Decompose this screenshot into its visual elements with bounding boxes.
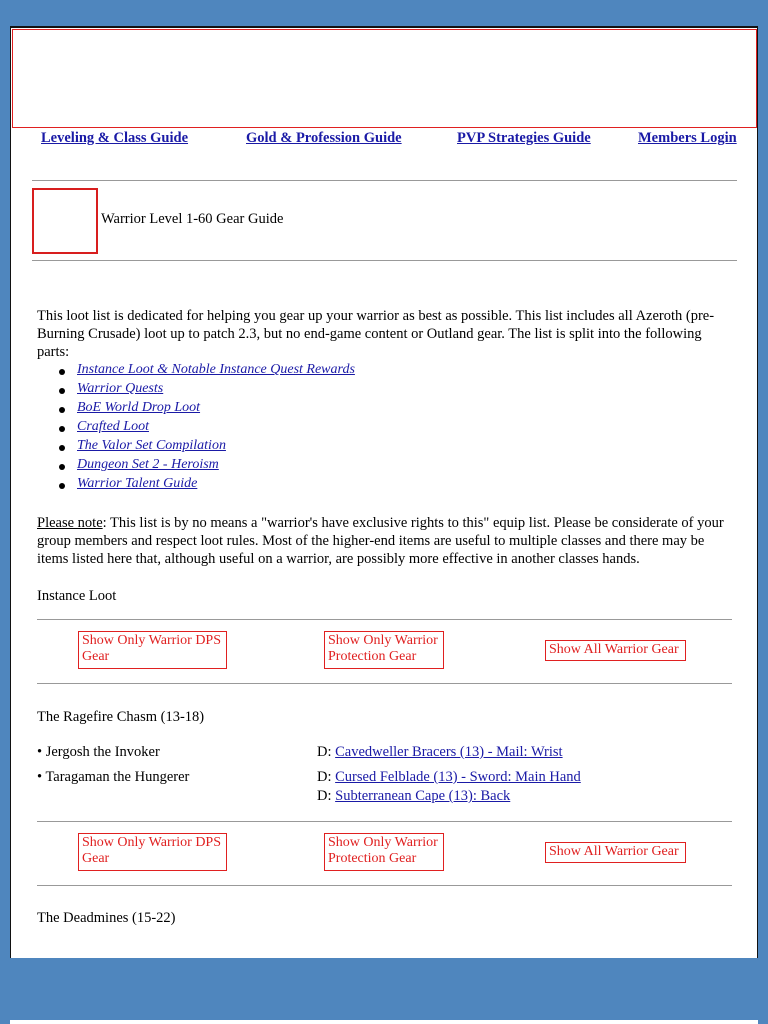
nav-gold-profession-guide[interactable]: Gold & Profession Guide	[246, 130, 402, 146]
ragefire-chasm-heading: The Ragefire Chasm (13-18)	[37, 709, 205, 725]
page-content	[10, 26, 758, 958]
please-note-label: Please note	[37, 515, 103, 531]
boss-name: • Taragaman the Hungerer	[37, 769, 190, 785]
filter-dps-button[interactable]: Show Only Warrior DPS Gear	[78, 631, 227, 669]
toc-item	[57, 362, 355, 381]
bullet-icon	[59, 464, 65, 470]
bullet-icon	[59, 388, 65, 394]
nav-leveling-class-guide[interactable]: Leveling & Class Guide	[41, 130, 189, 146]
toc-link-instance-loot[interactable]: Instance Loot & Notable Instance Quest Rewards	[77, 362, 355, 377]
bullet-icon	[59, 445, 65, 451]
bullet-icon	[59, 483, 65, 489]
item-link[interactable]: Cursed Felblade (13) - Sword: Main Hand	[335, 769, 581, 785]
intro-paragraph: This loot list is dedicated for helping you gear up your warrior as best as possible. This list includes all Azeroth (pre-Burning Crusade) loot up to patch 2.3, but no end-game content or Outland gear. The list is split into the following parts:	[37, 308, 715, 360]
page-title: Warrior Level 1-60 Gear Guide	[101, 211, 284, 227]
filter-all-button[interactable]: Show All Warrior Gear	[545, 640, 686, 661]
divider	[32, 180, 737, 181]
bullet-icon	[59, 407, 65, 413]
toc-link-crafted-loot[interactable]: Crafted Loot	[77, 419, 149, 434]
toc-link-valor-set[interactable]: The Valor Set Compilation	[77, 438, 226, 453]
loot-drop	[317, 788, 510, 805]
divider	[37, 619, 732, 620]
instance-loot-heading: Instance Loot	[37, 588, 117, 604]
toc-item	[57, 438, 355, 457]
toc-item	[57, 476, 355, 495]
filter-all-button[interactable]: Show All Warrior Gear	[545, 842, 686, 863]
table-of-contents	[57, 362, 355, 495]
item-link[interactable]: Subterranean Cape (13): Back	[335, 788, 511, 804]
next-page-edge	[10, 1020, 758, 1024]
boss-name: • Jergosh the Invoker	[37, 744, 160, 760]
top-nav	[11, 130, 757, 150]
toc-link-dungeon-set-2[interactable]: Dungeon Set 2 - Heroism	[77, 457, 219, 472]
please-note-text: : This list is by no means a "warrior's have exclusive rights to this" equip list. Please be considerate of your group members and respect loot rules. Most of the higher-end items are useful to multiple classes and there may be items listed here that, although useful on a warrior, are possibly more effective in another classes hands.	[37, 515, 724, 567]
bullet-icon	[59, 426, 65, 432]
toc-item	[57, 400, 355, 419]
bullet-icon	[59, 369, 65, 375]
loot-drop	[317, 769, 581, 786]
toc-link-boe-world-drop[interactable]: BoE World Drop Loot	[77, 400, 201, 415]
guide-logo-image	[32, 188, 98, 254]
drop-prefix: D:	[317, 744, 336, 760]
divider	[37, 885, 732, 886]
item-link[interactable]: Cavedweller Bracers (13) - Mail: Wrist	[335, 744, 563, 760]
divider	[37, 683, 732, 684]
toc-link-warrior-quests[interactable]: Warrior Quests	[77, 381, 164, 396]
filter-protection-button[interactable]: Show Only Warrior Protection Gear	[324, 631, 444, 669]
banner-ad-placeholder	[12, 29, 757, 128]
filter-protection-button[interactable]: Show Only Warrior Protection Gear	[324, 833, 444, 871]
divider	[37, 821, 732, 822]
drop-prefix: D:	[317, 788, 336, 804]
toc-item	[57, 381, 355, 400]
nav-members-login[interactable]: Members Login	[638, 130, 737, 146]
divider	[32, 260, 737, 261]
please-note-paragraph	[37, 514, 737, 568]
loot-drop	[317, 744, 563, 761]
deadmines-heading: The Deadmines (15-22)	[37, 910, 176, 926]
nav-pvp-strategies-guide[interactable]: PVP Strategies Guide	[457, 130, 591, 146]
toc-item	[57, 457, 355, 476]
filter-dps-button[interactable]: Show Only Warrior DPS Gear	[78, 833, 227, 871]
toc-link-talent-guide[interactable]: Warrior Talent Guide	[77, 476, 198, 491]
drop-prefix: D:	[317, 769, 336, 785]
toc-item	[57, 419, 355, 438]
